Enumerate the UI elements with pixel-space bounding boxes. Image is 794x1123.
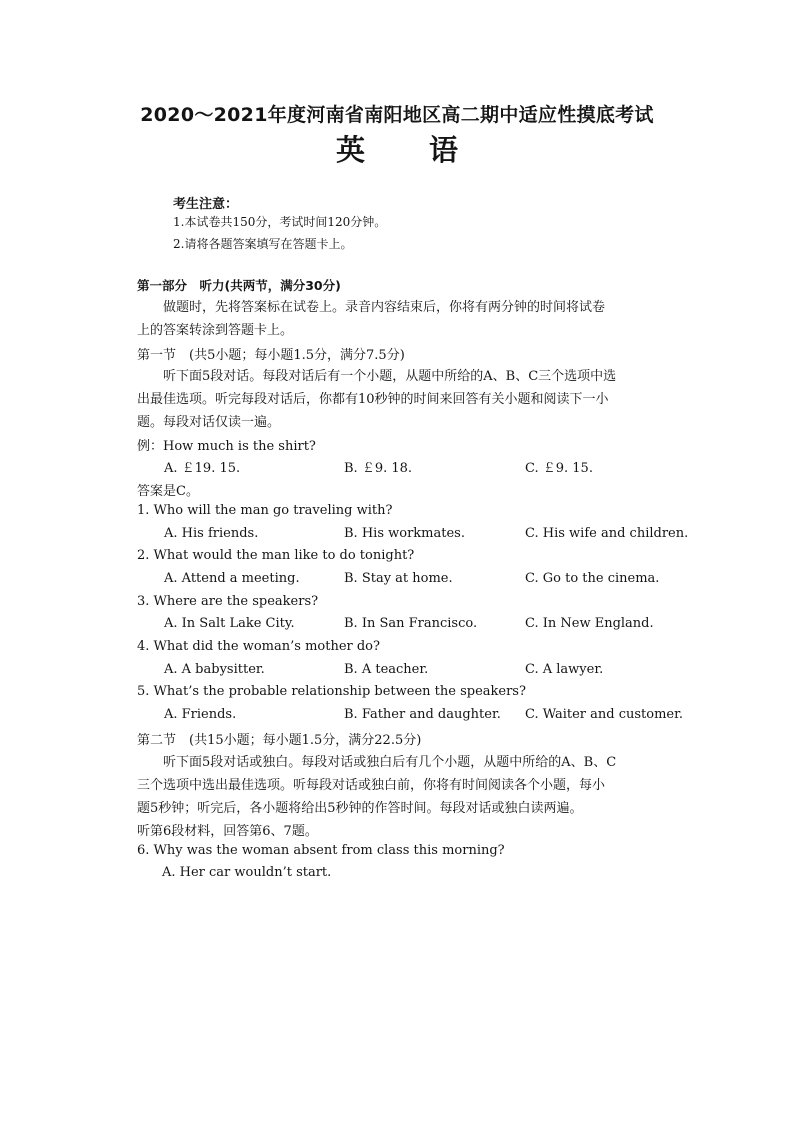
question-3: 3. Where are the speakers? — [137, 594, 319, 609]
example-answer: 答案是C。 — [137, 484, 199, 499]
notice-item-2: 2.请将各题答案填写在答题卡上。 — [173, 237, 353, 251]
section1-heading: 第一节 (共5小题；每小题1.5分，满分7.5分) — [137, 348, 405, 363]
section2-intro: 听下面5段对话或独白。每段对话或独白后有几个小题，从题中所给的A、B、C三个选项中选出最佳选项。听每段对话或独白前，你将有时间阅读各个小题，每小题5秒钟；听完后，各小题将给出5秒钟的作答时间。每段对话或独白读两遍。 — [137, 755, 617, 816]
q1-option-c: C. His wife and children. — [525, 526, 689, 541]
q4-option-a: A. A babysitter. — [164, 662, 265, 677]
example-question: 例：How much is the shirt? — [137, 439, 316, 454]
subject-title: 英语 — [335, 133, 522, 167]
q3-option-c: C. In New England. — [525, 616, 654, 631]
section2-heading: 第二节 (共15小题；每小题1.5分，满分22.5分) — [137, 733, 422, 748]
q1-option-a: A. His friends. — [164, 526, 259, 541]
example-option-a: A. ￡19. 15. — [164, 461, 241, 476]
q5-option-b: B. Father and daughter. — [344, 707, 501, 722]
q3-option-b: B. In San Francisco. — [344, 616, 478, 631]
question-4: 4. What did the woman’s mother do? — [137, 639, 380, 654]
question-1: 1. Who will the man go traveling with? — [137, 503, 393, 518]
q2-option-c: C. Go to the cinema. — [525, 571, 660, 586]
q4-option-b: B. A teacher. — [344, 662, 429, 677]
q3-option-a: A. In Salt Lake City. — [164, 616, 295, 631]
part1-heading: 第一部分 听力(共两节，满分30分) — [137, 278, 341, 293]
q5-option-c: C. Waiter and customer. — [525, 707, 684, 722]
q1-option-b: B. His workmates. — [344, 526, 465, 541]
question-2: 2. What would the man like to do tonight? — [137, 548, 415, 563]
q6-option-a: A. Her car wouldn’t start. — [162, 865, 332, 880]
material-instruction: 听第6段材料，回答第6、7题。 — [137, 824, 318, 839]
notice-heading: 考生注意： — [173, 197, 239, 212]
q2-option-b: B. Stay at home. — [344, 571, 453, 586]
example-option-c: C. ￡9. 15. — [525, 461, 593, 476]
part1-intro: 做题时，先将答案标在试卷上。录音内容结束后，你将有两分钟的时间将试卷上的答案转涂到答题卡上。 — [137, 300, 606, 338]
example-option-b: B. ￡9. 18. — [344, 461, 413, 476]
notice-item-1: 1.本试卷共150分，考试时间120分钟。 — [173, 215, 387, 229]
exam-title: 2020～2021年度河南省南阳地区高二期中适应性摸底考试 — [140, 104, 654, 126]
question-5: 5. What’s the probable relationship between the speakers? — [137, 684, 526, 699]
q2-option-a: A. Attend a meeting. — [164, 571, 300, 586]
section1-intro: 听下面5段对话。每段对话后有一个小题，从题中所给的A、B、C三个选项中选出最佳选项。听完每段对话后，你都有10秒钟的时间来回答有关小题和阅读下一小题。每段对话仅读一遍。 — [137, 369, 617, 430]
q4-option-c: C. A lawyer. — [525, 662, 604, 677]
q5-option-a: A. Friends. — [164, 707, 237, 722]
question-6: 6. Why was the woman absent from class this morning? — [137, 843, 505, 858]
